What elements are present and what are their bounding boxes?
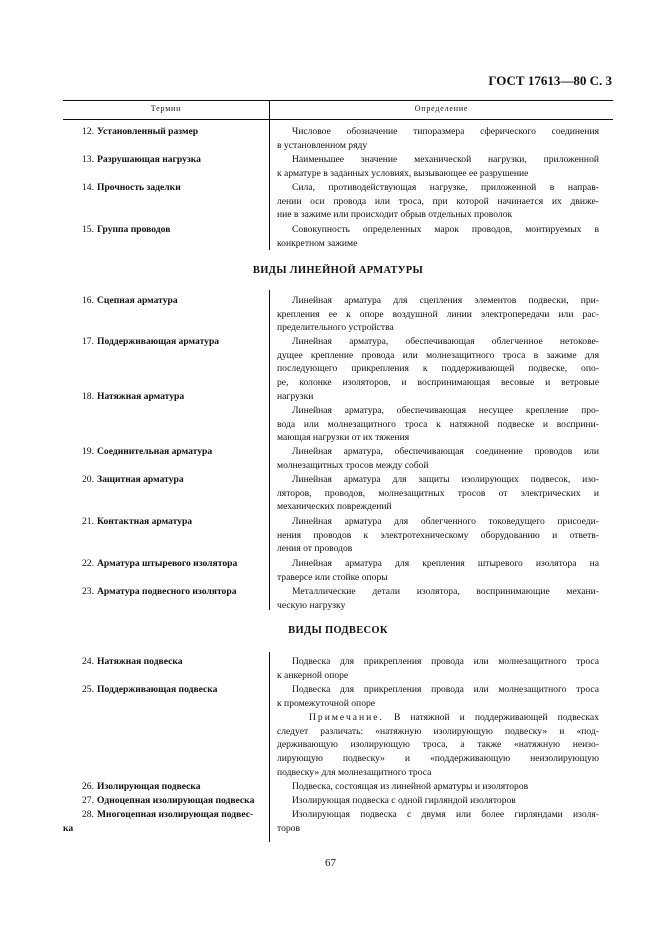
column-header-term: Термин [150, 104, 182, 113]
term-continuation: ка [63, 823, 74, 834]
page-number: 67 [325, 857, 336, 869]
definition-text: Изолирующая подвеска с одной гирляндой изоляторов [292, 795, 516, 806]
term-row: 26. Изолирующая подвеска [82, 781, 201, 792]
definition-text: Линейная арматура, обеспечивающая облегченное нетокове- дущее крепление провода или молнезащитного троса в зажиме для последующего прикрепления к поддерживающей подвеске, опо- ре, колонке изоляторов, и воспринимающая весовые и ветровые нагрузки [277, 336, 599, 402]
definition-text: Линейная арматура для защиты изолирующих подвесок, изо- ляторов, проводов, молнезащитных тросов от электрических и механических повреждений [277, 474, 599, 513]
definition-text: Изолирующая подвеска с двумя или более гирляндами изоля- торов [277, 809, 599, 834]
column-header-definition: Определение [414, 104, 469, 113]
column-divider [269, 120, 270, 250]
term-row: 25. Поддерживающая подвеска [82, 684, 218, 695]
table-top-rule [63, 100, 613, 101]
term-row: 27. Одноцепная изолирующая подвеска [82, 795, 255, 806]
term-row: 16. Сцепная арматура [82, 295, 178, 306]
table-header-rule [63, 119, 613, 120]
definition-text: Сила, противодействующая нагрузке, приложенной в направ- лении оси провода или троса, при которой начинается их движе- ние в зажиме или происходит обрыв отдельных проволок [277, 182, 599, 221]
term-row: 15. Группа проводов [82, 224, 171, 235]
definition-text: Линейная арматура для облегченного токоведущего присоеди- нения проводов к электротехническому оборудованию и ответв- ления от проводов [277, 516, 599, 555]
definition-text: Наименьшее значение механической нагрузки, приложенной к арматуре в заданных условиях, вызывающее ее разрушение [277, 154, 599, 179]
term-row: 24. Натяжная подвеска [82, 656, 183, 667]
section-heading: ВИДЫ ЛИНЕЙНОЙ АРМАТУРЫ [252, 265, 424, 276]
note-block: Примечание. В натяжной и поддерживающей подвесках следует различать: «натяжную изолирующую подвеску» и «под- держивающую изолирующую троса, а также «натяжную неизо- лирующую подвеску» и «поддерживающую неизолирующую подвеску» для молнезащитного троса [277, 712, 599, 778]
term-row: 13. Разрушающая нагрузка [82, 154, 201, 165]
definition-text: Линейная арматура, обеспечивающая соединение проводов или молнезащитных тросов между собой [277, 446, 599, 471]
definition-text: Линейная арматура для сцепления элементов подвески, при- крепления ее к опоре воздушной линии электропередачи или рас- пределительного устройства [277, 295, 599, 334]
term-row: 17. Поддерживающая арматура [82, 336, 220, 347]
definition-text: Числовое обозначение типоразмера сферического соединения в установленном ряду [277, 126, 599, 151]
definition-text: Подвеска, состоящая из линейной арматуры и изоляторов [292, 781, 529, 792]
column-divider [269, 652, 270, 842]
section-heading: ВИДЫ ПОДВЕСОК [288, 625, 388, 636]
definition-text: Линейная арматура, обеспечивающая несущее крепление про- вода или молнезащитного троса к натяжной подвеске и восприни- мающая нагрузки от их тяжения [277, 405, 599, 444]
term-row: 12. Установленный размер [82, 126, 199, 137]
definition-text: Линейная арматура для крепления штыревого изолятора на траверсе или стойке опоры [277, 558, 599, 583]
note-label: Примечание. [309, 712, 384, 723]
definition-text: Подвеска для прикрепления провода или молнезащитного троса к промежуточной опоре [277, 684, 599, 709]
term-row: 20. Защитная арматура [82, 474, 184, 485]
definition-text: Совокупность определенных марок проводов, монтируемых в конкретном зажиме [277, 224, 599, 249]
definition-text: Подвеска для прикрепления провода или молнезащитного троса к анкерной опоре [277, 656, 599, 681]
column-divider [269, 290, 270, 610]
term-row: 14. Прочность заделки [82, 182, 181, 193]
term-row: 23. Арматура подвесного изолятора [82, 586, 237, 597]
term-row: 19. Соединительная арматура [82, 446, 213, 457]
term-row: 21. Контактная арматура [82, 516, 193, 527]
page-header: ГОСТ 17613—80 С. 3 [488, 73, 612, 88]
definition-text: Металлические детали изолятора, воспринимающие механи- ческую нагрузку [277, 586, 599, 611]
term-row: 28. Многоцепная изолирующая подвес- [82, 809, 254, 820]
term-row: 22. Арматура штыревого изолятора [82, 558, 238, 569]
term-row: 18. Натяжная арматура [82, 391, 185, 402]
